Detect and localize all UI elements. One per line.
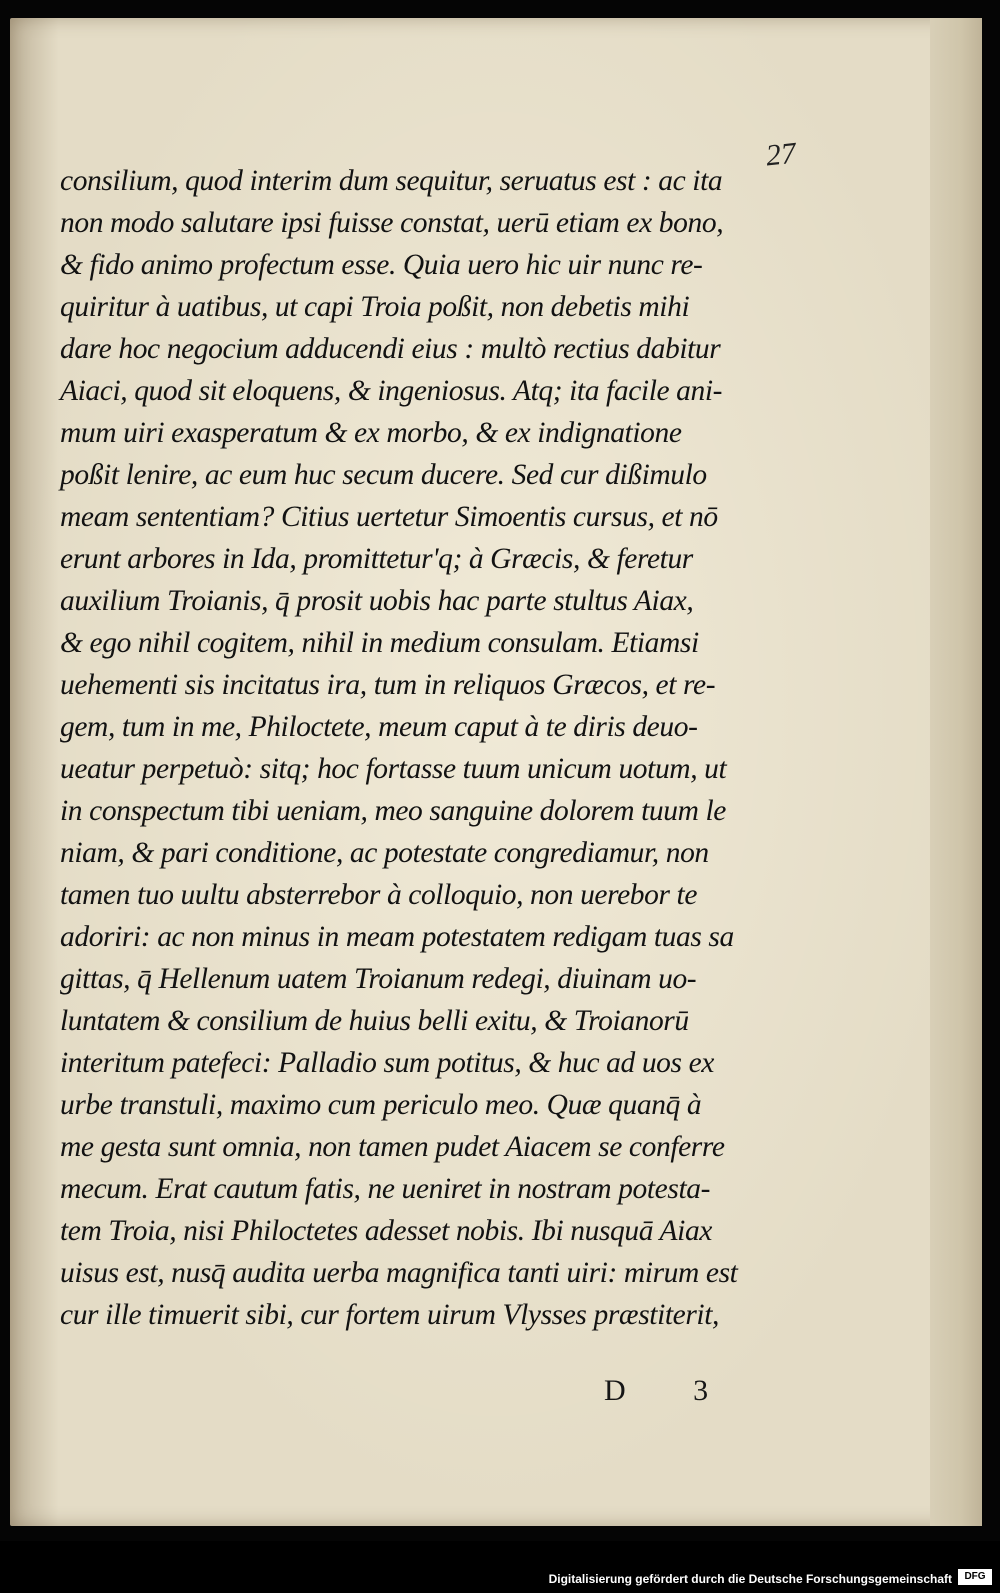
text-line: auxilium Troianis, q̄ prosit uobis hac parte stultus Aiax,	[60, 585, 694, 617]
text-line: non modo salutare ipsi fuisse constat, uerū etiam ex bono,	[60, 207, 724, 239]
page-number: 27	[764, 136, 798, 173]
text-line: mecum. Erat cautum fatis, ne ueniret in nostram potesta-	[60, 1173, 711, 1205]
text-line: tem Troia, nisi Philoctetes adesset nobis. Ibi nusquā Aiax	[60, 1215, 712, 1247]
text-line: dare hoc negocium adducendi eius : multò rectius dabitur	[60, 333, 721, 365]
text-line: & fido animo profectum esse. Quia uero hic uir nunc re-	[60, 249, 703, 281]
dfg-logo: DFG	[958, 1569, 992, 1585]
text-line: ueatur perpetuò: sitq; hoc fortasse tuum unicum uotum, ut	[60, 753, 727, 785]
text-line: poßit lenire, ac eum huc secum ducere. Sed cur dißimulo	[60, 459, 707, 491]
text-line: interitum patefeci: Palladio sum potitus, & huc ad uos ex	[60, 1047, 714, 1079]
text-line: in conspectum tibi ueniam, meo sanguine dolorem tuum le	[60, 795, 726, 827]
text-line: mum uiri exasperatum & ex morbo, & ex indignatione	[60, 417, 682, 449]
text-line: tamen tuo uultu absterrebor à colloquio, non uerebor te	[60, 879, 698, 911]
text-line: gittas, q̄ Hellenum uatem Troianum redegi, diuinam uo-	[60, 963, 697, 995]
text-line: cur ille timuerit sibi, cur fortem uirum Vlysses præstiterit,	[60, 1299, 719, 1331]
text-line: & ego nihil cogitem, nihil in medium consulam. Etiamsi	[60, 627, 699, 659]
text-line: gem, tum in me, Philoctete, meum caput à te diris deuo-	[60, 711, 698, 743]
text-line: consilium, quod interim dum sequitur, seruatus est : ac ita	[60, 165, 723, 197]
text-line: Aiaci, quod sit eloquens, & ingeniosus. Atq; ita facile ani-	[60, 375, 723, 407]
text-block	[60, 160, 820, 1336]
page-edge	[930, 18, 982, 1526]
text-line: uehementi sis incitatus ira, tum in reliquos Græcos, et re-	[60, 669, 716, 701]
text-line: niam, & pari conditione, ac potestate congrediamur, non	[60, 837, 709, 869]
text-line: luntatem & consilium de huius belli exitu, & Troianorū	[60, 1005, 689, 1037]
text-line: urbe transtuli, maximo cum periculo meo. Quæ quanq̄ à	[60, 1089, 702, 1121]
text-line: quiritur à uatibus, ut capi Troia poßit, non debetis mihi	[60, 291, 690, 323]
signature-mark: D 3	[604, 1374, 739, 1407]
text-line: me gesta sunt omnia, non tamen pudet Aiacem se conferre	[60, 1131, 725, 1163]
footer-credit: Digitalisierung gefördert durch die Deutsche Forschungsgemeinschaft	[548, 1572, 952, 1586]
text-line: meam sententiam? Citius uertetur Simoentis cursus, et nō	[60, 501, 718, 533]
text-line: adoriri: ac non minus in meam potestatem redigam tuas sa	[60, 921, 734, 953]
text-line: uisus est, nusq̄ audita uerba magnifica tanti uiri: mirum est	[60, 1257, 738, 1289]
text-line: erunt arbores in Ida, promittetur'q; à Græcis, & feretur	[60, 543, 693, 575]
